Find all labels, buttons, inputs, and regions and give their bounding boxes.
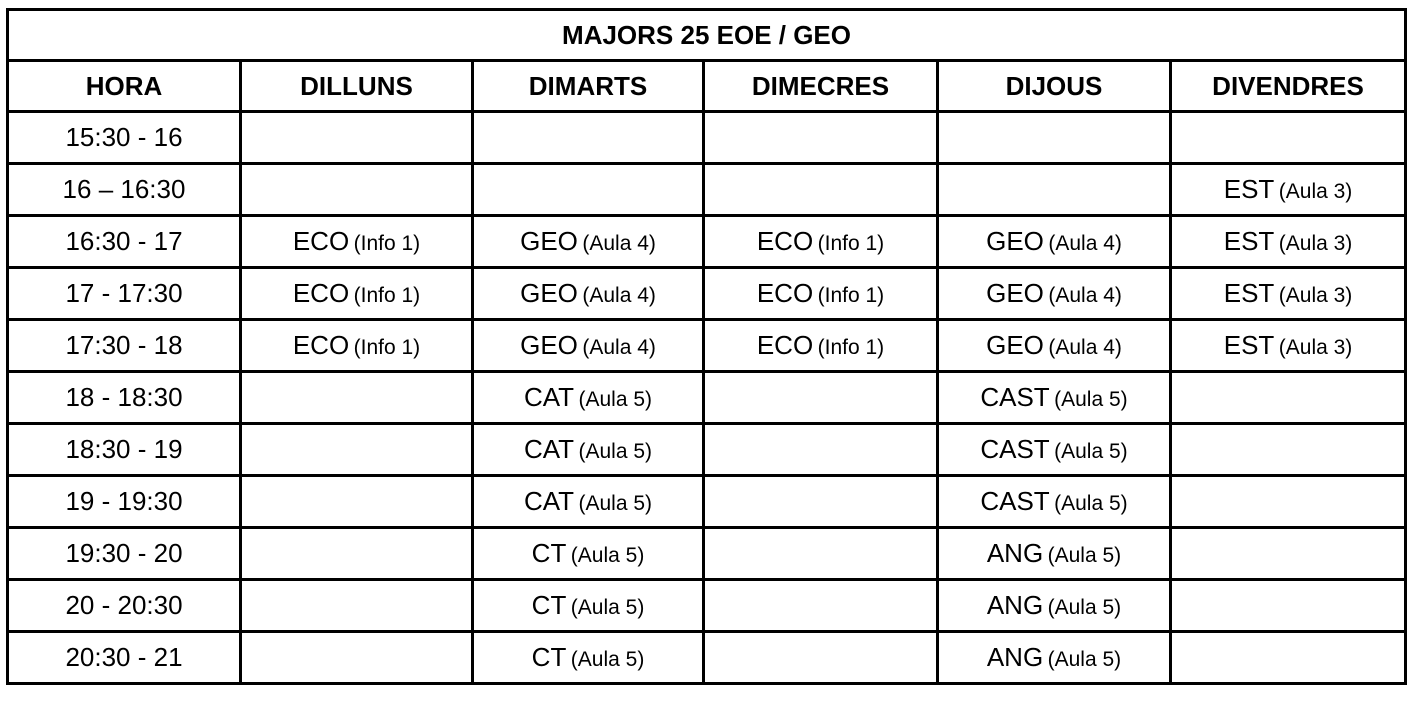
- room-label: (Aula 5): [1047, 648, 1122, 671]
- subject-label: ANG: [986, 642, 1044, 672]
- schedule-cell: [1171, 580, 1406, 632]
- schedule-cell: [938, 112, 1171, 164]
- subject-label: CAST: [980, 434, 1050, 464]
- subject-label: ECO: [756, 226, 814, 256]
- subject-label: GEO: [986, 278, 1044, 308]
- schedule-cell: [1171, 476, 1406, 528]
- room-label: (Aula 4): [582, 232, 656, 255]
- header-hora: HORA: [8, 61, 241, 112]
- title-row: [8, 10, 1406, 61]
- subject-label: ECO: [756, 278, 814, 308]
- schedule-cell: [704, 424, 938, 476]
- subject-label: GEO: [520, 278, 578, 308]
- room-label: (Aula 3): [1278, 284, 1353, 307]
- schedule-cell: [241, 372, 473, 424]
- schedule-cell: [938, 580, 1171, 632]
- schedule-cell: [473, 268, 704, 320]
- schedule-cell: [241, 476, 473, 528]
- subject-label: CAT: [523, 382, 575, 412]
- schedule-cell: [938, 164, 1171, 216]
- schedule-cell: [938, 528, 1171, 580]
- schedule-cell: [938, 216, 1171, 268]
- subject-label: GEO: [986, 330, 1044, 360]
- table-row: [8, 164, 1406, 216]
- schedule-cell: [241, 632, 473, 684]
- schedule-cell: [473, 632, 704, 684]
- room-label: (Aula 4): [1048, 284, 1122, 307]
- table-row: [8, 632, 1406, 684]
- schedule-cell: [473, 528, 704, 580]
- schedule-cell: [1171, 268, 1406, 320]
- subject-label: GEO: [520, 330, 578, 360]
- room-label: (Info 1): [353, 336, 421, 359]
- room-label: (Aula 5): [1054, 388, 1128, 411]
- schedule-cell: [938, 632, 1171, 684]
- room-label: (Aula 5): [578, 492, 653, 515]
- table-row: [8, 424, 1406, 476]
- schedule-cell: [1171, 632, 1406, 684]
- subject-label: ECO: [292, 278, 350, 308]
- table-row: [8, 216, 1406, 268]
- schedule-cell: [704, 320, 938, 372]
- table-row: [8, 112, 1406, 164]
- time-slot-cell: 18 - 18:30: [8, 372, 241, 424]
- schedule-table: [6, 8, 1407, 685]
- schedule-cell: [938, 476, 1171, 528]
- subject-label: ANG: [986, 538, 1044, 568]
- room-label: (Aula 5): [1054, 440, 1128, 463]
- schedule-cell: [704, 268, 938, 320]
- subject-label: CAST: [980, 486, 1050, 516]
- room-label: (Info 1): [817, 284, 885, 307]
- table-row: [8, 580, 1406, 632]
- room-label: (Info 1): [353, 232, 421, 255]
- subject-label: ECO: [756, 330, 814, 360]
- room-label: (Aula 5): [1054, 492, 1128, 515]
- time-slot-cell: 20 - 20:30: [8, 580, 241, 632]
- schedule-cell: [938, 372, 1171, 424]
- time-slot-cell: 16 – 16:30: [8, 164, 241, 216]
- schedule-cell: [704, 216, 938, 268]
- schedule-wrapper: [6, 8, 1404, 685]
- schedule-cell: [704, 528, 938, 580]
- room-label: (Aula 5): [1047, 596, 1122, 619]
- room-label: (Info 1): [817, 336, 885, 359]
- schedule-cell: [241, 268, 473, 320]
- subject-label: ANG: [986, 590, 1044, 620]
- schedule-cell: [938, 320, 1171, 372]
- schedule-cell: [473, 216, 704, 268]
- subject-label: CT: [531, 642, 567, 672]
- schedule-cell: [241, 112, 473, 164]
- room-label: (Aula 4): [582, 336, 656, 359]
- room-label: (Aula 5): [570, 544, 645, 567]
- schedule-cell: [241, 424, 473, 476]
- subject-label: EST: [1223, 278, 1275, 308]
- schedule-cell: [1171, 372, 1406, 424]
- subject-label: EST: [1223, 226, 1275, 256]
- header-dilluns: DILLUNS: [241, 61, 473, 112]
- room-label: (Aula 5): [578, 388, 653, 411]
- schedule-cell: [241, 580, 473, 632]
- time-slot-cell: 16:30 - 17: [8, 216, 241, 268]
- schedule-cell: [473, 112, 704, 164]
- room-label: (Aula 4): [582, 284, 656, 307]
- subject-label: CT: [531, 590, 567, 620]
- schedule-cell: [704, 372, 938, 424]
- schedule-cell: [704, 476, 938, 528]
- schedule-body: [8, 112, 1406, 684]
- subject-label: CAT: [523, 486, 575, 516]
- room-label: (Aula 3): [1278, 336, 1353, 359]
- room-label: (Info 1): [817, 232, 885, 255]
- schedule-cell: [1171, 112, 1406, 164]
- time-slot-cell: 20:30 - 21: [8, 632, 241, 684]
- time-slot-cell: 17 - 17:30: [8, 268, 241, 320]
- room-label: (Aula 5): [578, 440, 653, 463]
- header-row: [8, 61, 1406, 112]
- table-row: [8, 320, 1406, 372]
- room-label: (Aula 4): [1048, 232, 1122, 255]
- schedule-cell: [241, 216, 473, 268]
- subject-label: ECO: [292, 226, 350, 256]
- subject-label: EST: [1223, 174, 1275, 204]
- subject-label: EST: [1223, 330, 1275, 360]
- schedule-cell: [704, 164, 938, 216]
- table-row: [8, 372, 1406, 424]
- schedule-cell: [473, 164, 704, 216]
- time-slot-cell: 19 - 19:30: [8, 476, 241, 528]
- header-dimecres: DIMECRES: [704, 61, 938, 112]
- schedule-title: MAJORS 25 EOE / GEO: [8, 10, 1406, 61]
- room-label: (Aula 5): [1047, 544, 1122, 567]
- subject-label: ECO: [292, 330, 350, 360]
- schedule-cell: [1171, 528, 1406, 580]
- table-row: [8, 268, 1406, 320]
- schedule-cell: [241, 528, 473, 580]
- schedule-cell: [241, 164, 473, 216]
- schedule-cell: [704, 112, 938, 164]
- time-slot-cell: 18:30 - 19: [8, 424, 241, 476]
- room-label: (Aula 5): [570, 648, 645, 671]
- subject-label: CAST: [980, 382, 1050, 412]
- schedule-cell: [241, 320, 473, 372]
- schedule-cell: [473, 580, 704, 632]
- schedule-cell: [938, 268, 1171, 320]
- time-slot-cell: 15:30 - 16: [8, 112, 241, 164]
- schedule-cell: [473, 372, 704, 424]
- room-label: (Aula 3): [1278, 180, 1353, 203]
- schedule-cell: [704, 580, 938, 632]
- subject-label: CAT: [523, 434, 575, 464]
- room-label: (Aula 3): [1278, 232, 1353, 255]
- schedule-cell: [704, 632, 938, 684]
- subject-label: CT: [531, 538, 567, 568]
- schedule-cell: [473, 320, 704, 372]
- schedule-cell: [938, 424, 1171, 476]
- schedule-cell: [1171, 424, 1406, 476]
- time-slot-cell: 17:30 - 18: [8, 320, 241, 372]
- time-slot-cell: 19:30 - 20: [8, 528, 241, 580]
- schedule-cell: [473, 476, 704, 528]
- schedule-cell: [1171, 164, 1406, 216]
- room-label: (Info 1): [353, 284, 421, 307]
- room-label: (Aula 5): [570, 596, 645, 619]
- header-dijous: DIJOUS: [938, 61, 1171, 112]
- subject-label: GEO: [520, 226, 578, 256]
- schedule-cell: [1171, 216, 1406, 268]
- table-row: [8, 528, 1406, 580]
- schedule-cell: [473, 424, 704, 476]
- header-divendres: DIVENDRES: [1171, 61, 1406, 112]
- table-row: [8, 476, 1406, 528]
- schedule-cell: [1171, 320, 1406, 372]
- subject-label: GEO: [986, 226, 1044, 256]
- room-label: (Aula 4): [1048, 336, 1122, 359]
- header-dimarts: DIMARTS: [473, 61, 704, 112]
